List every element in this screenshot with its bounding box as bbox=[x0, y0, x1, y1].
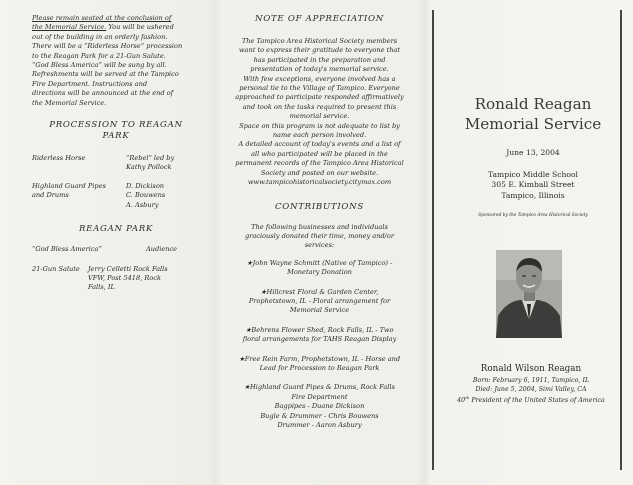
president-ordinal: th bbox=[465, 395, 470, 401]
appreciation-line: and took on the tasks required to present this bbox=[242, 102, 397, 111]
appreciation-line: approached to participate responded affirmatively bbox=[235, 93, 404, 102]
intro-line: the Memorial Service. bbox=[32, 23, 107, 32]
contribution-line: Monetary Donation bbox=[287, 268, 352, 277]
contribution-entry bbox=[226, 288, 413, 316]
appreciation-line: presentation of today's memorial service. bbox=[250, 65, 389, 74]
procession-item: Riderless Horse bbox=[32, 154, 86, 163]
middle-panel bbox=[212, 0, 417, 485]
contribution-line: ★Behrens Flower Shed, Rock Falls, IL - Two bbox=[245, 325, 394, 334]
park-heading: REAGAN PARK bbox=[78, 224, 154, 235]
birth-info: Born: February 6, 1911, Tampico, IL bbox=[472, 377, 590, 384]
procession-person: “Rebel” led by Kathy Pollock bbox=[126, 154, 175, 172]
intro-line: out of the building in an orderly fashion. bbox=[32, 32, 168, 41]
contribution-line: ★Free Rein Farm, Prophetstown, IL - Horse and bbox=[238, 354, 401, 363]
appreciation-line: Space on this program is not adequate to list by bbox=[239, 121, 400, 130]
president-number: 40 bbox=[457, 397, 466, 405]
appreciation-line: all who participated will be placed in the bbox=[251, 149, 388, 158]
intro-line: Refreshments will be served at the Tampico bbox=[32, 70, 179, 79]
event-date: June 13, 2004 bbox=[506, 148, 560, 157]
service-title bbox=[438, 94, 628, 134]
cover-panel bbox=[432, 0, 633, 485]
appreciation-line: With few exceptions, everyone involved has a bbox=[243, 74, 396, 83]
park-item: “God Bless America” bbox=[32, 245, 102, 254]
sponsor-line: Sponsored by the Tampico Area Historical Society bbox=[478, 213, 588, 218]
contribution-line: floral arrangements for TAHS Reagan Display bbox=[242, 335, 397, 344]
event-details bbox=[438, 148, 628, 219]
contribution-entry bbox=[226, 259, 413, 278]
contribution-line: Bugle & Drummer - Chris Bouwens bbox=[260, 411, 379, 420]
procession-item: Highland Guard Pipes and Drums bbox=[32, 181, 106, 200]
appreciation-line: name each person involved. bbox=[272, 131, 367, 140]
intro-line: There will be a “Riderless Horse” procession bbox=[32, 42, 183, 51]
contributions-intro bbox=[226, 223, 413, 251]
intro-line: to the Reagan Park for a 21-Gun Salute. bbox=[32, 51, 166, 60]
contribution-line: Prophetstown, IL - Floral arrangement for bbox=[248, 296, 391, 305]
procession-person: D. Dickison C. Bouwens A. Asbury bbox=[126, 181, 166, 209]
intro-line: “God Bless America” will be sung by all. bbox=[32, 61, 167, 70]
intro-text bbox=[32, 14, 200, 108]
park-person: Jerry Celletti Rock Falls VFW, Post 5418, Rock Falls, IL bbox=[88, 264, 168, 292]
venue-city: Tampico, Illinois bbox=[501, 190, 565, 200]
intro-line: the Memorial Service. bbox=[32, 98, 107, 107]
contribution-line: Fire Department bbox=[291, 392, 348, 401]
website-link[interactable]: www.tampicohistoricalsociety.citymax.com bbox=[247, 178, 392, 187]
appreciation-line: The Tampico Area Historical Society members bbox=[241, 37, 398, 45]
portrait-image bbox=[496, 250, 562, 338]
procession-list bbox=[32, 154, 184, 210]
contribution-line: ★John Wayne Schmitt (Native of Tampico) - bbox=[246, 258, 393, 267]
contributions-heading: CONTRIBUTIONS bbox=[275, 201, 364, 212]
appreciation-line: personal tie to the Village of Tampico. Everyone bbox=[239, 84, 400, 93]
full-name: Ronald Wilson Reagan bbox=[480, 364, 582, 374]
contributions-intro-line: services: bbox=[304, 241, 335, 250]
biography bbox=[432, 364, 630, 406]
contribution-entry bbox=[226, 383, 413, 430]
portrait-photo bbox=[496, 250, 562, 338]
appreciation-line: memorial service. bbox=[289, 112, 350, 121]
intro-line: You will be ushered bbox=[108, 23, 174, 32]
appreciation-text bbox=[226, 37, 413, 188]
president-info bbox=[432, 394, 630, 406]
intro-line: Please remain seated at the conclusion of bbox=[32, 14, 172, 22]
death-info: Died: June 5, 2004, Simi Valley, CA bbox=[475, 385, 587, 393]
contribution-line: ★Hillcrest Floral & Garden Center, bbox=[260, 287, 379, 296]
contribution-line: ★Highland Guard Pipes & Drums, Rock Falls bbox=[244, 383, 395, 392]
contribution-line: Drummer - Aaron Asbury bbox=[277, 421, 362, 429]
procession-heading: PROCESSION TO REAGAN bbox=[49, 120, 183, 131]
title-line: Ronald Reagan bbox=[474, 95, 592, 113]
contribution-entry bbox=[226, 326, 413, 345]
contribution-entry bbox=[226, 355, 413, 374]
park-row bbox=[32, 265, 184, 293]
contributions-intro-line: The following businesses and individuals bbox=[251, 222, 388, 231]
contribution-line: Bagpipes - Duane Dickison bbox=[274, 402, 365, 411]
procession-row bbox=[32, 182, 184, 210]
appreciation-line: want to express their gratitude to everyone that bbox=[238, 46, 401, 55]
contribution-line: Memorial Service bbox=[289, 306, 350, 315]
intro-line: directions will be announced at the end of bbox=[32, 89, 174, 98]
procession-row bbox=[32, 154, 184, 173]
contributions-intro-line: graciously donated their time, money and/or bbox=[244, 231, 395, 240]
procession-heading-line2: PARK bbox=[102, 131, 130, 142]
title-line: Memorial Service bbox=[464, 115, 602, 133]
appreciation-line: A detailed account of today's events and a list of bbox=[238, 140, 401, 149]
appreciation-line: has participated in the preparation and bbox=[253, 55, 386, 64]
appreciation-heading: NOTE OF APPRECIATION bbox=[255, 14, 384, 24]
contribution-line: Lead for Procession to Reagan Park bbox=[259, 363, 380, 372]
venue-name: Tampico Middle School bbox=[488, 169, 578, 179]
intro-line: Fire Department. Instructions and bbox=[32, 79, 148, 88]
park-item: 21-Gun Salute bbox=[32, 264, 80, 273]
appreciation-line: permanent records of the Tampico Area Historical bbox=[235, 159, 404, 168]
park-row bbox=[32, 245, 184, 254]
park-person: Audience bbox=[146, 245, 178, 254]
president-title: President of the United States of America bbox=[469, 397, 605, 405]
park-list bbox=[32, 245, 184, 293]
left-panel bbox=[0, 0, 205, 485]
appreciation-line: Society and posted on our website. bbox=[260, 168, 379, 177]
venue-street: 305 E. Kimball Street bbox=[491, 180, 575, 189]
